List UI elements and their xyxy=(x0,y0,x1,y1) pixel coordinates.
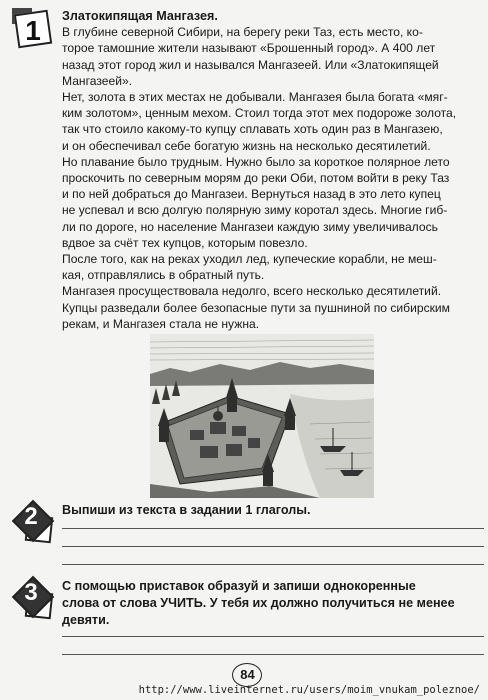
task-1-text-line: В глубине северной Сибири, на берегу реки Таз, есть место, ко- xyxy=(62,25,423,40)
answer-line[interactable] xyxy=(62,546,484,547)
task-1-text-line: Мангазеей». xyxy=(62,73,133,88)
task-1-text-line: Купцы разведали более безопасные пути за пушниной по сибирским xyxy=(62,300,450,315)
task-2-number-icon xyxy=(12,502,56,546)
task-3-number-icon xyxy=(12,578,56,622)
mangazeya-fortress-illustration xyxy=(150,334,374,498)
task-3-number: 3 xyxy=(24,579,38,606)
task-1-text-line: Нет, золота в этих местах не добывали. Мангазея была богата «мяг- xyxy=(62,90,448,105)
task-1-text-line: и он обеспечивал себе богатую жизнь на несколько десятилетий. xyxy=(62,138,431,153)
task-1-text-line: и по ней добраться до Мангазеи. Вернуться назад в это лето купец xyxy=(62,187,441,202)
answer-line[interactable] xyxy=(62,564,484,565)
task-1-title: Златокипящая Мангазея. xyxy=(62,9,218,23)
task-1-text-line: проскочить по северным морям до реки Оби, потом войти в реку Таз xyxy=(62,171,450,186)
task-1-text-line: торое тамошние жители называют «Брошенный город». А 400 лет xyxy=(62,41,436,56)
source-url: http://www.liveinternet.ru/users/moim_vnukam_poleznoe/ xyxy=(138,684,480,696)
task-3-question-line: девяти. xyxy=(62,613,110,627)
task-3-question-line: слова от слова УЧИТЬ. У тебя их должно получиться не менее xyxy=(62,596,455,610)
task-3-question-line: С помощью приставок образуй и запиши однокоренные xyxy=(62,579,416,593)
task-1-number-icon xyxy=(12,8,56,52)
task-3-question xyxy=(62,578,486,629)
task-1-number: 1 xyxy=(25,15,41,46)
task-1-text-line: Но плавание было трудным. Нужно было за короткое полярное лето xyxy=(62,154,450,169)
task-1-text-line: назад этот город жил и назывался Мангазеей. Или «Златокипящей xyxy=(62,57,439,72)
task-2-number: 2 xyxy=(24,503,38,530)
task-1-text-line: вдвое за счёт тех купцов, которым повезло. xyxy=(62,235,308,250)
task-1-text-line: рекам, и Мангазея стала не нужна. xyxy=(62,316,260,331)
task-1-paragraphs xyxy=(62,24,486,332)
answer-line[interactable] xyxy=(62,654,484,655)
task-1-text-line: ким золотом», ценным мехом. Стоил тогда этот мех подороже золота, xyxy=(62,106,457,121)
page-number-text: 84 xyxy=(240,667,255,682)
task-1-text-line: ли по дороге, но население Мангазеи каждую зиму увеличивалось xyxy=(62,219,438,234)
task-1-text-line: Мангазея просуществовала недолго, всего несколько десятилетий. xyxy=(62,284,442,299)
task-1-text-line: так что стоило какому-то купцу сплавать хоть один раз в Мангазею, xyxy=(62,122,443,137)
answer-line[interactable] xyxy=(62,528,484,529)
task-1-text-line: После того, как на реках уходил лед, купеческие корабли, не меш- xyxy=(62,252,437,267)
task-2-question: Выпиши из текста в задании 1 глаголы. xyxy=(62,503,311,517)
task-1-text xyxy=(62,8,486,332)
answer-line[interactable] xyxy=(62,636,484,637)
task-1-text-line: не успевал и всю долгую полярную зиму коротал здесь. Многие гиб- xyxy=(62,203,448,218)
task-1-text-line: кая, отправлялись в обратный путь. xyxy=(62,268,265,283)
